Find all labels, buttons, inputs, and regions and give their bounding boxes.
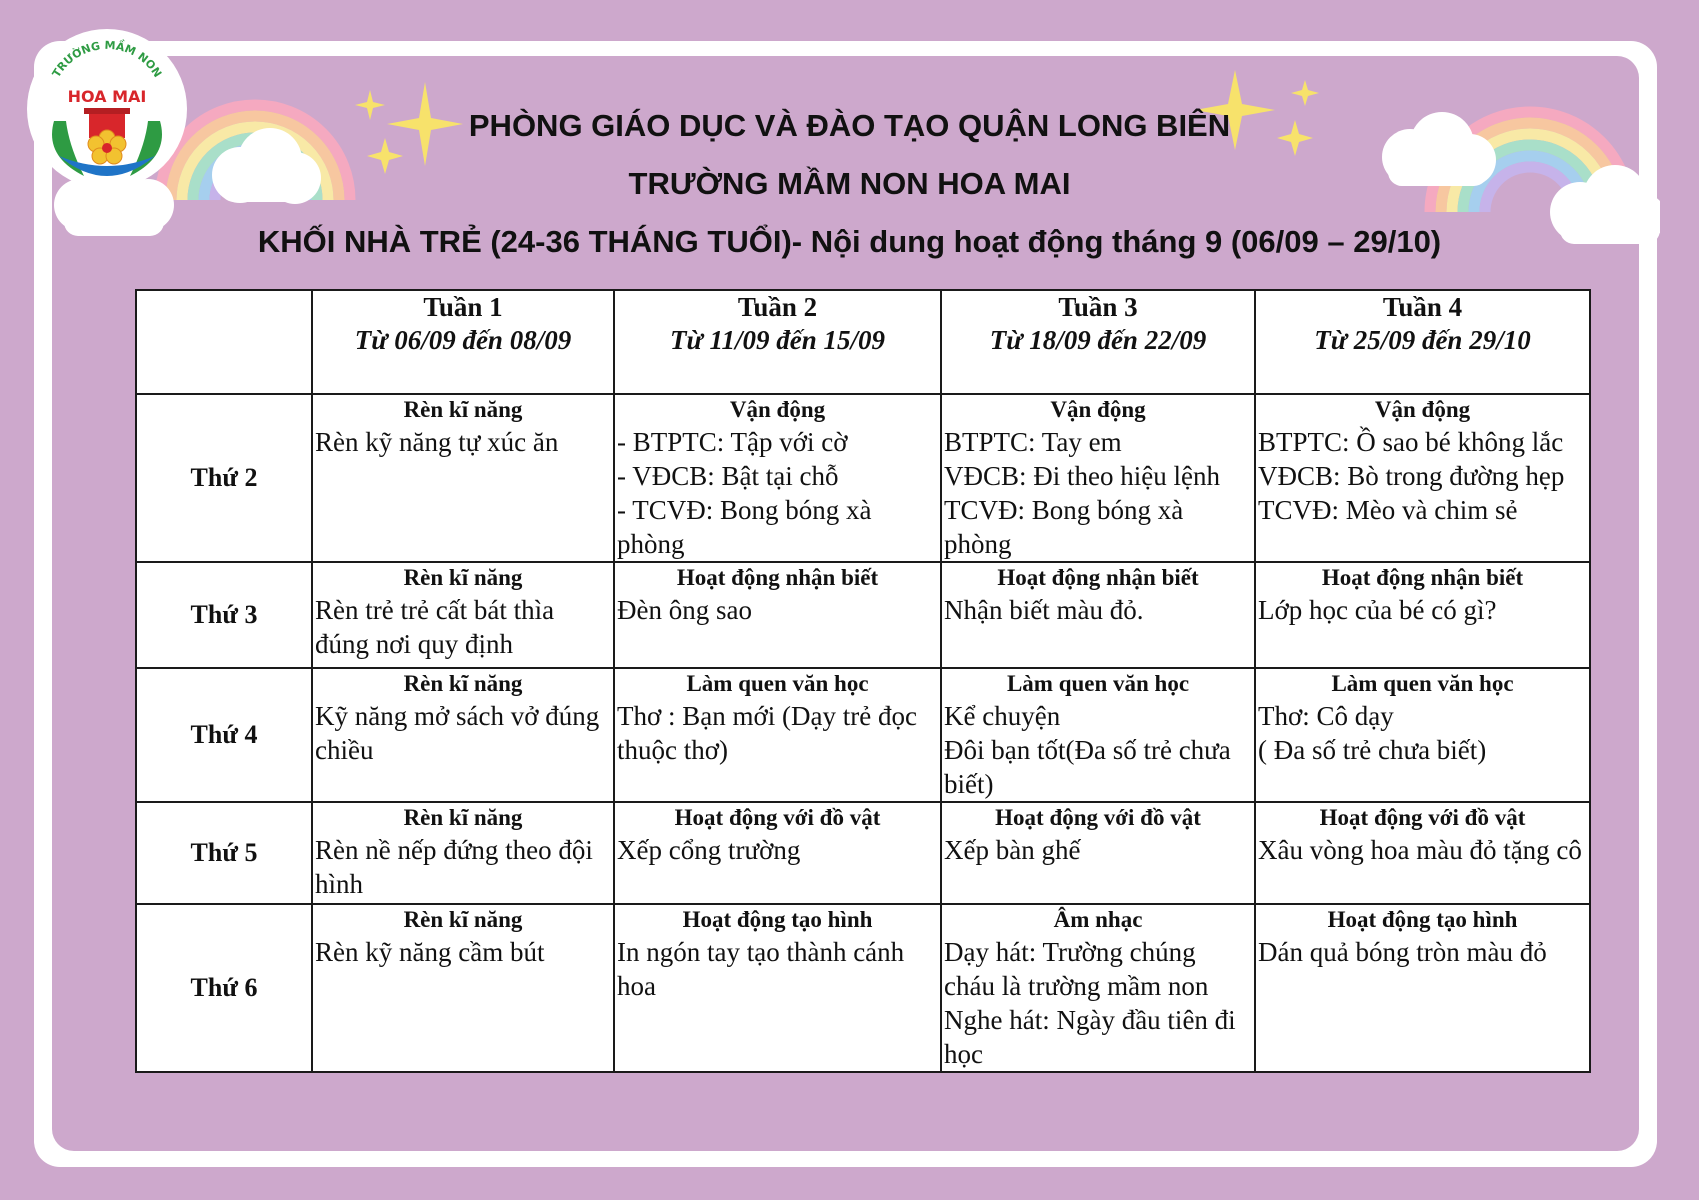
week-range: Từ 18/09 đến 22/09 <box>989 325 1207 355</box>
activity-line: - VĐCB: Bật tại chỗ <box>617 461 839 491</box>
activity-title: Hoạt động với đồ vật <box>1319 805 1526 830</box>
activity-cell <box>614 562 941 668</box>
activity-cell <box>941 394 1255 562</box>
table-row <box>136 904 1590 1072</box>
activity-line: VĐCB: Bò trong đường hẹp <box>1258 461 1565 491</box>
activity-line: Thơ : Bạn mới (Dạy trẻ đọc thuộc thơ) <box>617 701 917 765</box>
table-row <box>136 802 1590 904</box>
activity-line: TCVĐ: Mèo và chim sẻ <box>1258 495 1518 525</box>
activity-line: Kể chuyện <box>944 701 1061 731</box>
activity-title: Rèn kĩ năng <box>403 907 523 932</box>
activity-line: Xếp bàn ghế <box>944 835 1081 865</box>
activity-title: Hoạt động tạo hình <box>682 907 873 932</box>
day-label: Thứ 4 <box>136 668 312 802</box>
activity-line: Rèn kỹ năng cầm bút <box>315 937 545 967</box>
activity-title: Làm quen văn học <box>686 671 869 696</box>
table-row <box>136 668 1590 802</box>
activity-cell <box>312 394 614 562</box>
table-header-row <box>136 290 1590 394</box>
table-row <box>136 394 1590 562</box>
activity-cell <box>614 394 941 562</box>
activity-cell <box>614 668 941 802</box>
week-header <box>614 290 941 394</box>
activity-title: Hoạt động với đồ vật <box>995 805 1201 830</box>
activity-line: Rèn kỹ năng tự xúc ăn <box>315 427 559 457</box>
day-label: Thứ 2 <box>136 394 312 562</box>
activity-title: Làm quen văn học <box>1331 671 1514 696</box>
week-header <box>312 290 614 394</box>
activity-cell <box>1255 668 1590 802</box>
activity-line: In ngón tay tạo thành cánh hoa <box>617 937 905 1001</box>
activity-cell <box>941 904 1255 1072</box>
activity-line: Nhận biết màu đỏ. <box>944 595 1144 625</box>
activity-line: BTPTC: Ồ sao bé không lắc <box>1258 427 1564 457</box>
activity-line: TCVĐ: Bong bóng xà phòng <box>944 495 1184 559</box>
week-title: Tuần 4 <box>1382 292 1463 322</box>
activity-cell <box>312 668 614 802</box>
activity-title: Hoạt động nhận biết <box>1321 565 1524 590</box>
day-label: Thứ 6 <box>136 904 312 1072</box>
activity-cell <box>941 668 1255 802</box>
activity-line: - TCVĐ: Bong bóng xà phòng <box>617 495 872 559</box>
logo-name: HOA MAI <box>67 87 147 106</box>
table-row <box>136 562 1590 668</box>
activity-line: Rèn trẻ trẻ cất bát thìa đúng nơi quy định <box>315 595 555 659</box>
activity-title: Hoạt động với đồ vật <box>674 805 881 830</box>
activity-title: Rèn kĩ năng <box>403 805 523 830</box>
corner-cell <box>136 290 312 394</box>
activity-line: Kỹ năng mở sách vở đúng chiều <box>315 701 600 765</box>
week-title: Tuần 2 <box>737 292 818 322</box>
activity-title: Hoạt động nhận biết <box>997 565 1199 590</box>
activity-cell <box>614 802 941 904</box>
activity-title: Rèn kĩ năng <box>403 671 523 696</box>
activity-cell <box>312 802 614 904</box>
activity-cell <box>312 904 614 1072</box>
activity-title: Vận động <box>1050 397 1146 422</box>
week-range: Từ 25/09 đến 29/10 <box>1314 325 1531 355</box>
plan-title: KHỐI NHÀ TRẺ (24-36 THÁNG TUỔI)- Nội dung hoạt động tháng 9 (06/09 – 29/10) <box>257 224 1442 259</box>
activity-line: BTPTC: Tay em <box>944 427 1122 457</box>
logo-arc-text: TRƯỜNG MẦM NON <box>49 38 165 80</box>
activity-title: Vận động <box>729 397 826 422</box>
activity-cell <box>1255 562 1590 668</box>
week-range: Từ 06/09 đến 08/09 <box>354 325 572 355</box>
school-title: TRƯỜNG MẦM NON HOA MAI <box>628 166 1071 201</box>
activity-title: Rèn kĩ năng <box>403 565 523 590</box>
department-title: PHÒNG GIÁO DỤC VÀ ĐÀO TẠO QUẬN LONG BIÊN <box>468 108 1231 143</box>
activity-line: Rèn nề nếp đứng theo đội hình <box>315 835 593 899</box>
activity-cell <box>1255 394 1590 562</box>
activity-title: Hoạt động nhận biết <box>676 565 879 590</box>
activity-cell <box>312 562 614 668</box>
activity-title: Làm quen văn học <box>1006 671 1190 696</box>
activity-line: - BTPTC: Tập với cờ <box>617 427 848 457</box>
activity-title: Âm nhạc <box>1053 907 1143 932</box>
activity-title: Hoạt động tạo hình <box>1327 907 1518 932</box>
activity-line: Thơ: Cô dạy <box>1258 701 1394 731</box>
activity-cell <box>941 562 1255 668</box>
activity-cell <box>941 802 1255 904</box>
activity-cell <box>1255 904 1590 1072</box>
activity-line: Đèn ông sao <box>617 595 752 625</box>
week-title: Tuần 3 <box>1058 292 1138 322</box>
activity-line: Xâu vòng hoa màu đỏ tặng cô <box>1258 835 1582 865</box>
activity-line: Nghe hát: Ngày đầu tiên đi học <box>944 1005 1236 1069</box>
day-label: Thứ 5 <box>136 802 312 904</box>
week-header <box>941 290 1255 394</box>
day-label: Thứ 3 <box>136 562 312 668</box>
activity-title: Vận động <box>1374 397 1471 422</box>
activity-cell <box>1255 802 1590 904</box>
week-title: Tuần 1 <box>423 292 503 322</box>
activity-line: ( Đa số trẻ chưa biết) <box>1258 735 1487 765</box>
week-header <box>1255 290 1590 394</box>
activity-line: Xếp cổng trường <box>617 835 801 865</box>
activity-line: Lớp học của bé có gì? <box>1258 595 1497 625</box>
schedule-table <box>135 289 1591 1073</box>
activity-line: VĐCB: Đi theo hiệu lệnh <box>944 461 1220 491</box>
week-range: Từ 11/09 đến 15/09 <box>670 325 885 355</box>
activity-cell <box>614 904 941 1072</box>
activity-line: Dạy hát: Trường chúng cháu là trường mầm non <box>944 937 1209 1001</box>
activity-line: Đôi bạn tốt(Đa số trẻ chưa biết) <box>944 735 1231 799</box>
activity-line: Dán quả bóng tròn màu đỏ <box>1258 937 1547 967</box>
activity-title: Rèn kĩ năng <box>403 397 523 422</box>
